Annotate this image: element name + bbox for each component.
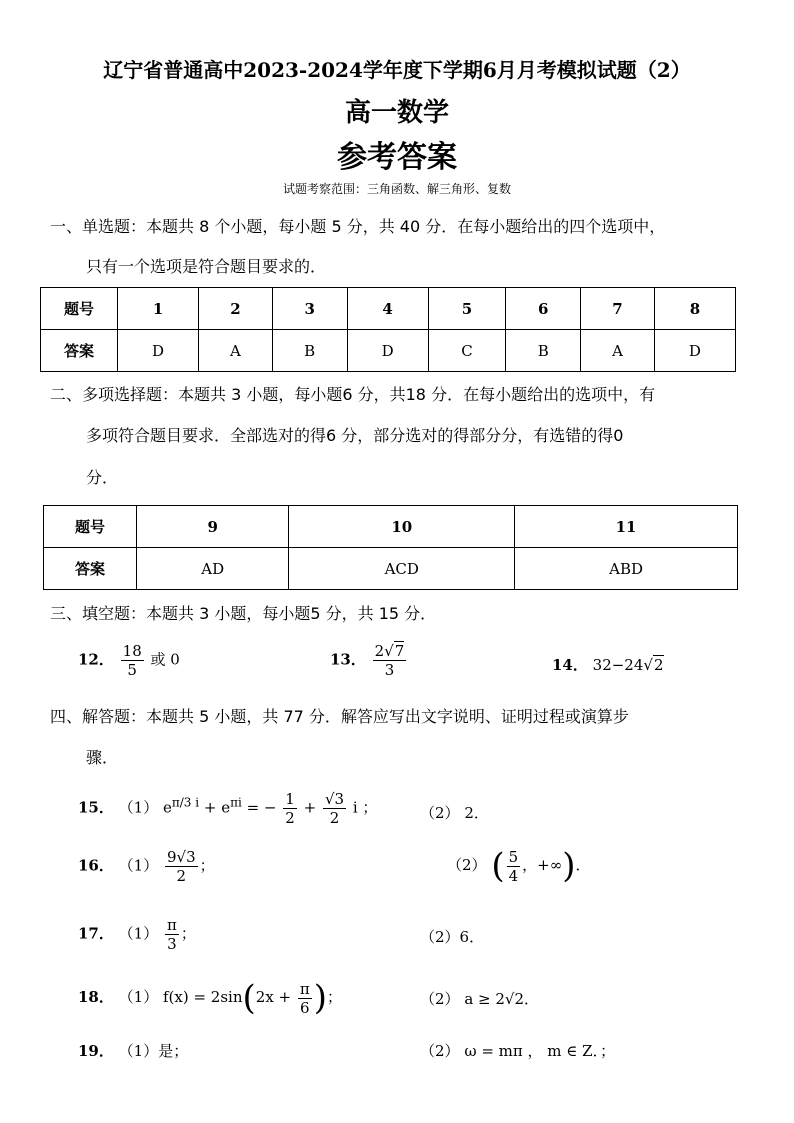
exam-scope: 试题考察范围：三角函数、解三角形、复数 [282,182,511,196]
table2-answer: ACD [289,548,515,590]
question-number: 12． [78,650,114,669]
table1-answer: B [272,330,347,372]
numerator: π [166,916,177,934]
interval-end: ，+∞ [522,856,563,874]
expression: 32−24 [592,656,644,674]
part-label: （2） [420,990,460,1008]
denominator: 2 [176,867,187,885]
table1-label-no: 题号 [41,288,118,330]
expr-plus: + e [199,798,231,817]
table1-answer: A [199,330,273,372]
question-number: 18． [78,988,114,1006]
fraction [507,848,521,885]
fraction [165,848,198,885]
answer: 是； [158,1042,189,1060]
table2-number: 11 [515,506,738,548]
section4-intro-line1: 四、解答题：本题共 5 小题，共 77 分．解答应写出文字说明、证明过程或演算步 [50,707,629,726]
part-label: （2） [420,1042,460,1060]
expr-tail: ； [327,988,343,1006]
answer: ω = mπ ， m ∈ Z．； [464,1042,616,1060]
fraction [298,980,312,1017]
answer-15-part1 [78,790,377,827]
numerator: π [299,979,310,998]
answer: a ≥ 2√2． [464,990,540,1008]
inner-expr: 2x + [255,988,296,1006]
section4-intro-line2: 骤． [86,748,119,767]
table2-label-no: 题号 [44,506,137,548]
table1-number: 1 [118,288,199,330]
part-label: （1） [118,924,159,943]
denominator: 2 [329,809,340,827]
table1-number: 7 [581,288,655,330]
answer-tail: 或 0 [150,650,180,669]
expr-eq: = − [241,798,277,817]
table1-number: 2 [199,288,273,330]
denominator: 4 [508,866,519,885]
expr-end: ． [575,856,591,874]
part-label: （1） [118,1042,159,1060]
section1-answer-table [40,287,736,372]
table1-answer: A [581,330,655,372]
exam-title: 辽宁省普通高中2023-2024学年度下学期6月月考模拟试题（2） [103,58,691,82]
answer-16-part1 [78,848,215,885]
coefficient: 2 [374,642,385,660]
table1-answer: D [347,330,428,372]
table1-answer: C [428,330,506,372]
numerator: 18 [122,642,142,660]
expr-tail: ； [199,856,215,875]
table1-answer: B [506,330,581,372]
table2-number: 9 [137,506,289,548]
part-label: （1） [118,856,159,875]
answer-14: 14． 32−24√2 [552,656,664,674]
section2-intro-line1: 二、多项选择题：本题共 3 小题，每小题6 分，共18 分．在每小题给出的选项中，有 [50,385,656,404]
radicand: 2 [653,656,664,674]
question-number: 16． [78,856,114,875]
answer-18-part1 [78,978,342,1018]
section3-intro: 三、填空题：本题共 3 小题，每小题5 分，共 15 分． [50,604,437,623]
table1-answer: D [118,330,199,372]
answer-17-part2 [420,926,484,947]
section1-intro-line1: 一、单选题：本题共 8 个小题，每小题 5 分，共 40 分．在每小题给出的四个选项中， [50,217,666,236]
section2-answer-table [43,505,738,590]
denominator: 3 [167,935,177,953]
answer-13 [330,642,408,679]
section2-intro-line3: 分． [86,468,119,487]
answer: 6． [459,928,485,946]
denominator: 2 [285,809,295,827]
part-label: （1） [118,798,159,817]
fraction [165,916,179,953]
table1-number: 3 [272,288,347,330]
table1-number: 4 [347,288,428,330]
question-number: 19． [78,1042,114,1060]
table1-answer: D [654,330,735,372]
question-number: 14． [552,656,588,674]
answer-19-part2 [420,1040,615,1061]
answer: 2． [464,804,489,822]
right-paren-icon: ) [313,978,328,1018]
table1-label-answer: 答案 [41,330,118,372]
table1-number: 5 [428,288,506,330]
fraction [121,642,144,679]
part-label: （2） [447,856,487,874]
subject-title: 高一数学 [344,98,449,128]
radicand: 7 [394,642,405,660]
section2-intro-line2: 多项符合题目要求．全部选对的得6 分，部分选对的得部分分，有选错的得0 [86,426,624,445]
table2-label-answer: 答案 [44,548,137,590]
question-number: 13． [330,650,366,669]
part-label: （2） [420,804,460,822]
answer-17-part1 [78,916,196,953]
answer-18-part2 [420,988,539,1009]
numerator: 5 [508,847,519,866]
numerator: √3 [324,790,345,808]
section1-intro-line2: 只有一个选项是符合题目要求的． [86,257,327,276]
denominator: 3 [384,661,395,679]
table2-number: 10 [289,506,515,548]
answer-key-title: 参考答案 [337,140,457,175]
expr-e1: e [162,798,172,817]
table1-number: 8 [654,288,735,330]
table2-answer: AD [137,548,289,590]
numerator: 9√3 [166,848,196,866]
part-label: （2） [420,928,460,946]
answer-15-part2 [420,802,489,823]
denominator: 5 [127,661,137,679]
fraction [323,790,346,827]
function-expr: f(x) = 2sin [162,988,243,1006]
denominator: 6 [300,998,310,1017]
question-number: 17． [78,924,114,943]
fraction [283,790,297,827]
expr-tail: i ； [352,798,378,817]
answer-12 [78,642,180,679]
right-paren-icon: ) [562,846,576,886]
exponent: π/3 i [171,795,200,810]
expr-tail: ； [180,924,196,943]
table2-answer: ABD [515,548,738,590]
left-paren-icon: ( [491,846,505,886]
left-paren-icon: ( [242,978,256,1018]
numerator: 2√7 [374,642,405,660]
numerator: 1 [285,790,295,808]
answer-19-part1 [78,1040,188,1061]
question-number: 15． [78,798,114,817]
fraction [373,642,407,679]
part-label: （1） [118,988,159,1006]
answer-16-part2 [447,846,591,886]
table1-number: 6 [506,288,581,330]
exponent: πi [230,795,242,810]
expr-plus: + [298,798,321,817]
